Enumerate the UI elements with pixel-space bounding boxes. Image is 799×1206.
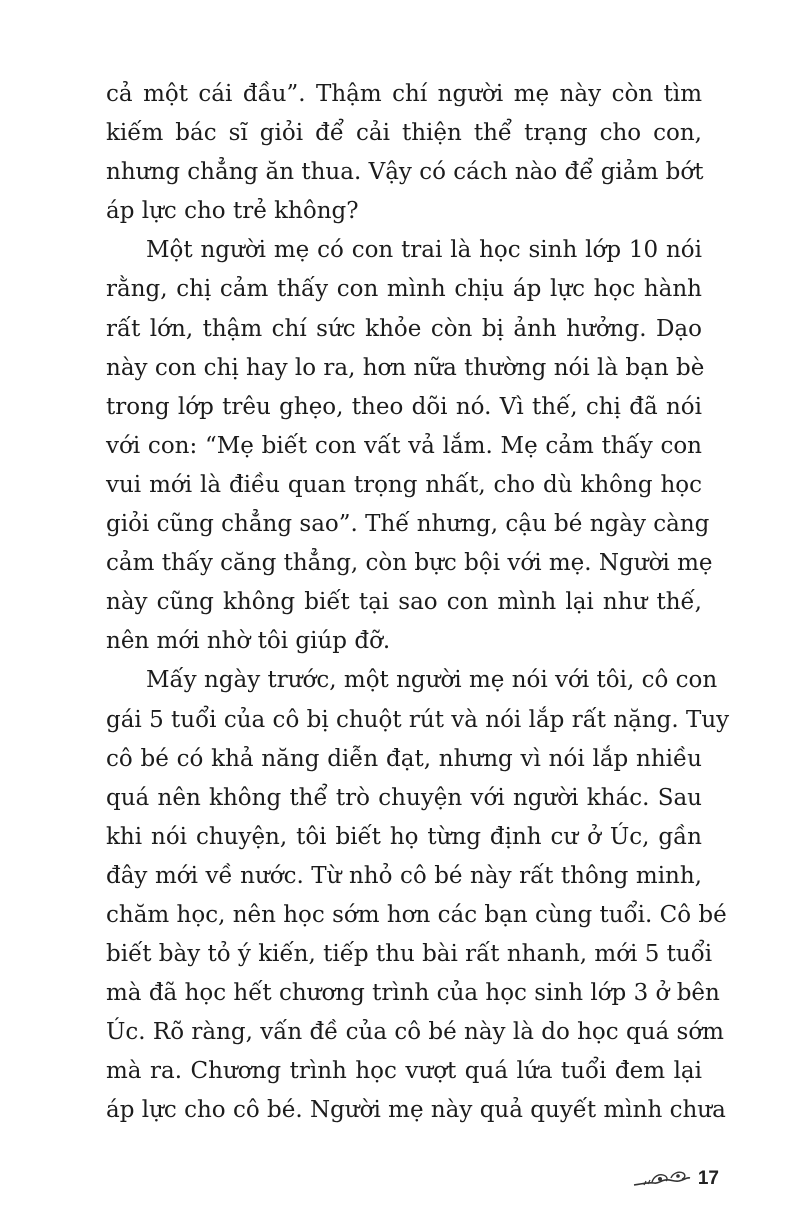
text-line: với con: “Mẹ biết con vất vả lắm. Mẹ cảm thấy con (106, 432, 702, 459)
text-line: cả một cái đầu”. Thậm chí người mẹ này còn tìm (106, 81, 702, 107)
page-number: 17 (697, 1168, 719, 1189)
text-line: vui mới là điều quan trọng nhất, cho dù không học (106, 471, 702, 498)
text-line: rất lớn, thậm chí sức khỏe còn bị ảnh hưởng. Dạo (106, 315, 702, 342)
sketch-figure-icon (632, 1166, 694, 1188)
text-line: trong lớp trêu ghẹo, theo dõi nó. Vì thế, chị đã nói (106, 393, 702, 420)
text-line: cô bé có khả năng diễn đạt, nhưng vì nói lắp nhiều (106, 745, 702, 772)
text-line: này cũng không biết tại sao con mình lại như thế, (106, 589, 702, 616)
text-line: quá nên không thể trò chuyện với người khác. Sau (106, 784, 702, 811)
text-line: nhưng chẳng ăn thua. Vậy có cách nào để giảm bớt (106, 159, 704, 186)
body-text (106, 75, 730, 1131)
text-line: gái 5 tuổi của cô bị chuột rút và nói lắp rất nặng. Tuy (106, 706, 730, 733)
text-line: áp lực cho trẻ không? (106, 198, 359, 225)
text-line: mà ra. Chương trình học vượt quá lứa tuổi đem lại (106, 1058, 702, 1085)
text-line: đây mới về nước. Từ nhỏ cô bé này rất thông minh, (106, 862, 702, 889)
text-line: cảm thấy căng thẳng, còn bực bội với mẹ. Người mẹ (106, 550, 713, 577)
text-line: chăm học, nên học sớm hơn các bạn cùng tuổi. Cô bé (106, 901, 727, 928)
text-line: rằng, chị cảm thấy con mình chịu áp lực học hành (106, 276, 702, 303)
text-line: áp lực cho cô bé. Người mẹ này quả quyết mình chưa (106, 1097, 726, 1124)
text-line: Úc. Rõ ràng, vấn đề của cô bé này là do học quá sớm (106, 1019, 724, 1046)
text-line: khi nói chuyện, tôi biết họ từng định cư ở Úc, gần (106, 823, 702, 850)
text-line: biết bày tỏ ý kiến, tiếp thu bài rất nhanh, mới 5 tuổi (106, 941, 713, 968)
text-line: Một người mẹ có con trai là học sinh lớp 10 nói (146, 237, 702, 264)
text-line: nên mới nhờ tôi giúp đỡ. (106, 628, 391, 655)
text-line: này con chị hay lo ra, hơn nữa thường nói là bạn bè (106, 354, 705, 381)
text-line: giỏi cũng chẳng sao”. Thế nhưng, cậu bé ngày càng (106, 511, 710, 538)
text-line: kiếm bác sĩ giỏi để cải thiện thể trạng cho con, (106, 120, 702, 147)
page-footer (632, 1166, 719, 1188)
text-line: mà đã học hết chương trình của học sinh lớp 3 ở bên (106, 980, 720, 1007)
text-line: Mấy ngày trước, một người mẹ nói với tôi, cô con (146, 667, 718, 694)
